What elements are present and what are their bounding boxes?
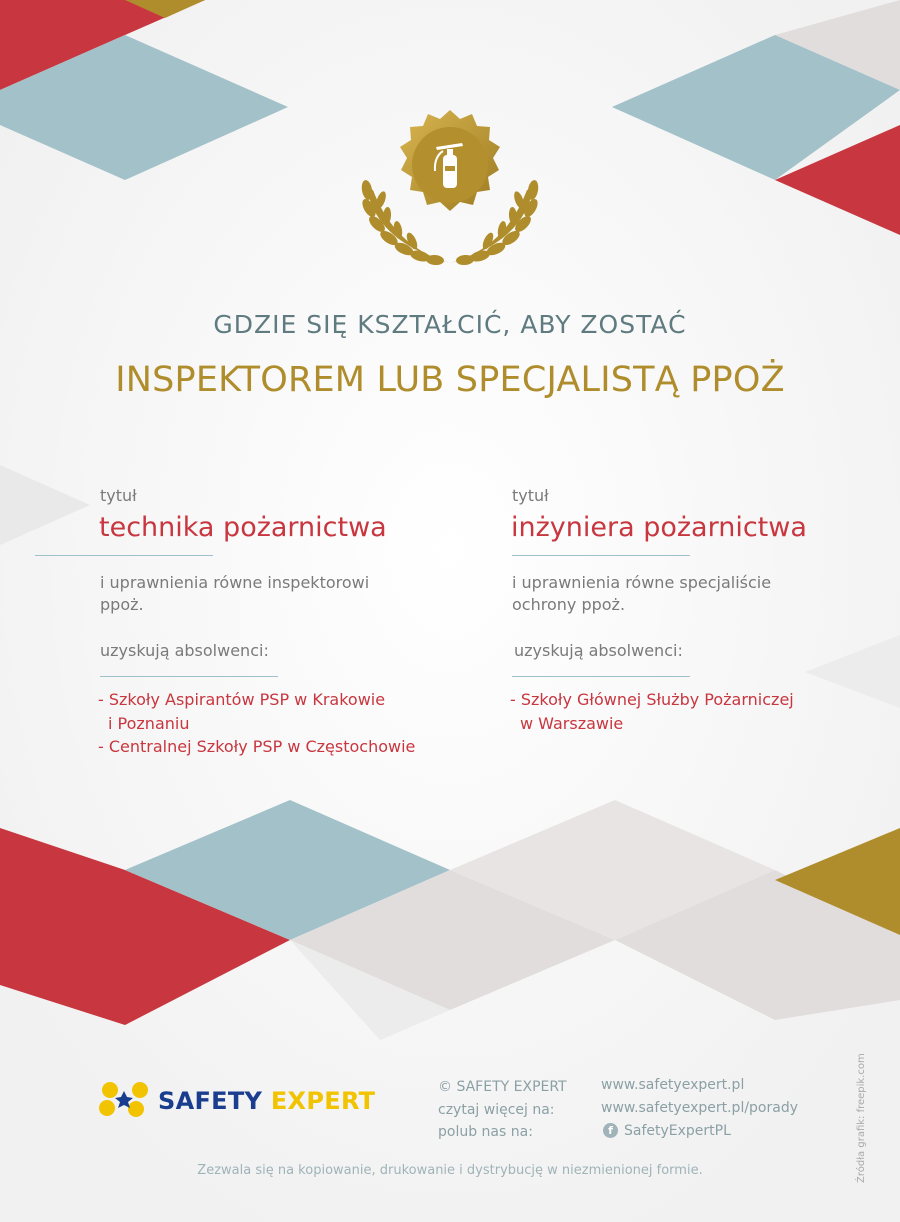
image-credit: Źródła grafik: freepik.com bbox=[856, 1053, 867, 1183]
right-desc-2: ochrony ppoż. bbox=[512, 595, 626, 614]
page-subtitle: GDZIE SIĘ KSZTAŁCIĆ, ABY ZOSTAĆ bbox=[213, 310, 687, 339]
left-school-1a: - Szkoły Aspirantów PSP w Krakowie bbox=[98, 690, 386, 709]
footer-read-more-label: czytaj więcej na: bbox=[438, 1102, 555, 1118]
left-label: tytuł bbox=[100, 486, 137, 505]
left-heading: technika pożarnictwa bbox=[99, 512, 387, 543]
right-label: tytuł bbox=[512, 486, 549, 505]
fire-extinguisher-badge bbox=[355, 108, 545, 273]
footer-copyright: © SAFETY EXPERT bbox=[438, 1079, 567, 1095]
left-grads-label: uzyskują absolwenci: bbox=[100, 641, 269, 660]
left-divider bbox=[35, 555, 213, 556]
footer-like-label: polub nas na: bbox=[438, 1124, 533, 1140]
logo-word-safety: SAFETY bbox=[158, 1087, 263, 1115]
facebook-icon: f bbox=[603, 1123, 618, 1138]
logo-word-expert: EXPERT bbox=[270, 1087, 376, 1115]
left-desc-2: ppoż. bbox=[100, 595, 144, 614]
left-school-2: - Centralnej Szkoły PSP w Częstochowie bbox=[98, 737, 416, 756]
license-note: Zezwala się na kopiowanie, drukowanie i dystrybucję w niezmienionej formie. bbox=[197, 1163, 703, 1178]
tips-link[interactable]: www.safetyexpert.pl/porady bbox=[601, 1100, 799, 1116]
right-heading: inżyniera pożarnictwa bbox=[511, 512, 807, 543]
page-title: INSPEKTOREM LUB SPECJALISTĄ PPOŻ bbox=[115, 360, 785, 400]
logo-wordmark bbox=[158, 1087, 375, 1115]
left-divider-2 bbox=[100, 676, 278, 677]
right-school-1b: w Warszawie bbox=[520, 714, 624, 733]
left-desc-1: i uprawnienia równe inspektorowi bbox=[100, 573, 370, 592]
safety-expert-logo-icon bbox=[98, 1080, 153, 1120]
facebook-link[interactable]: SafetyExpertPL bbox=[624, 1123, 731, 1139]
right-desc-1: i uprawnienia równe specjaliście bbox=[512, 573, 772, 592]
right-divider-2 bbox=[512, 676, 690, 677]
right-school-1a: - Szkoły Głównej Służby Pożarniczej bbox=[510, 690, 794, 709]
right-divider bbox=[512, 555, 690, 556]
right-grads-label: uzyskują absolwenci: bbox=[514, 641, 683, 660]
site-link[interactable]: www.safetyexpert.pl bbox=[601, 1077, 745, 1093]
left-school-1b: i Poznaniu bbox=[108, 714, 190, 733]
